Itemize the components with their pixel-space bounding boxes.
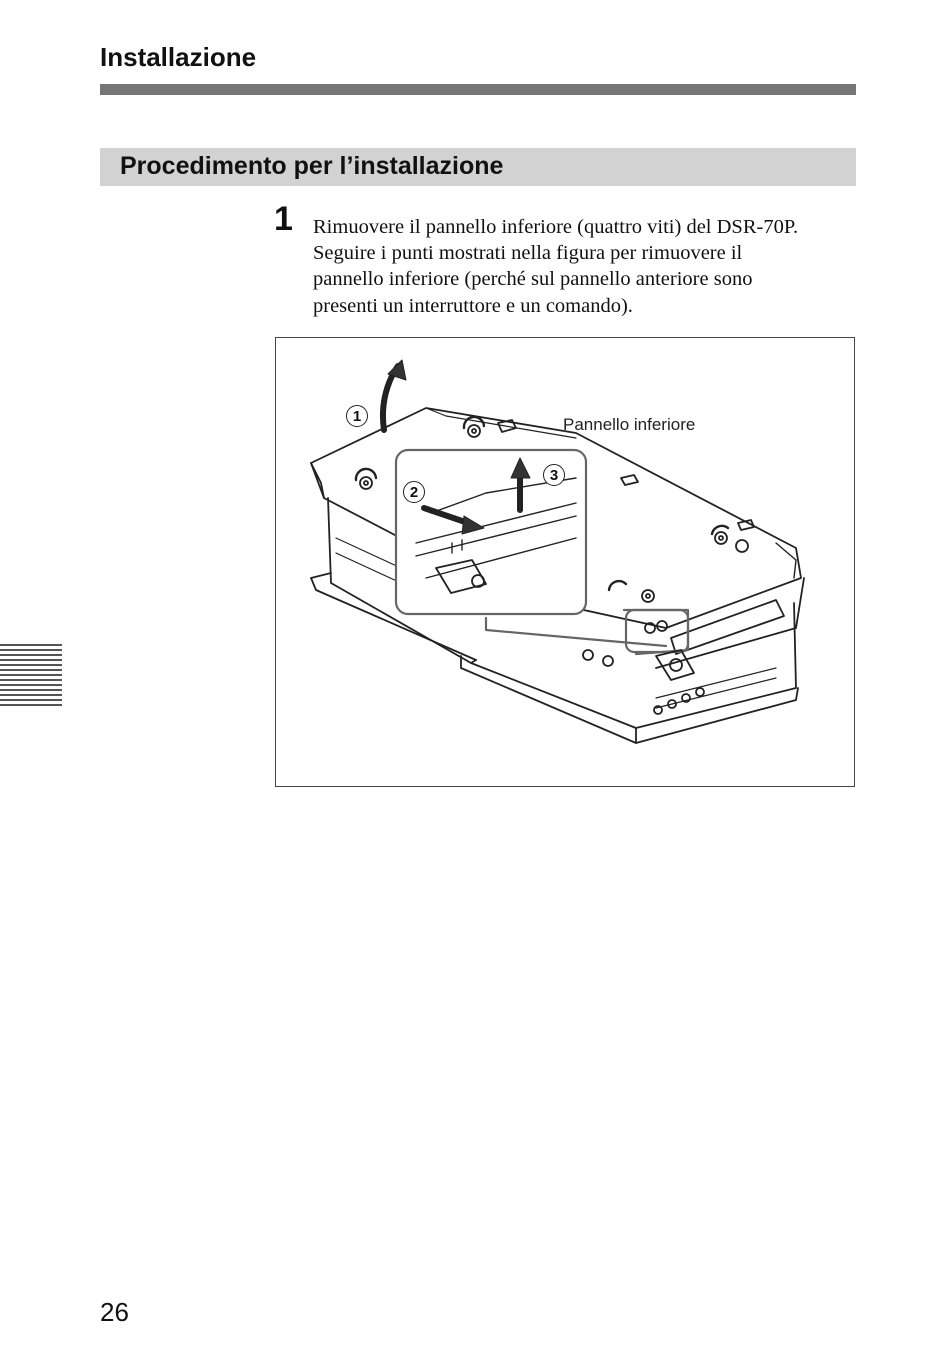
- step-instructions: [313, 214, 861, 319]
- figure-label-bottom-panel: Pannello inferiore: [563, 415, 696, 434]
- header-rule: [100, 84, 856, 95]
- running-head-title: Installazione: [100, 42, 257, 72]
- callout-2: 2: [403, 481, 425, 503]
- step-line: Rimuovere il pannello inferiore (quattro viti) del DSR-70P.: [313, 216, 799, 238]
- step-number: 1: [274, 200, 293, 238]
- device-illustration: [276, 338, 854, 786]
- section-heading-bar: [100, 148, 856, 186]
- section-title: Procedimento per l’installazione: [120, 152, 504, 180]
- installation-figure: [275, 337, 855, 787]
- callout-1: 1: [346, 405, 368, 427]
- step-line: pannello inferiore (perché sul pannello anteriore sono: [313, 268, 753, 291]
- step-line: Seguire i punti mostrati nella figura per rimuovere il: [313, 242, 743, 265]
- step-line: presenti un interruttore e un comando).: [313, 294, 633, 317]
- callout-3: 3: [543, 464, 565, 486]
- chapter-thumb-tab: [0, 644, 62, 708]
- page-number: 26: [100, 1297, 129, 1327]
